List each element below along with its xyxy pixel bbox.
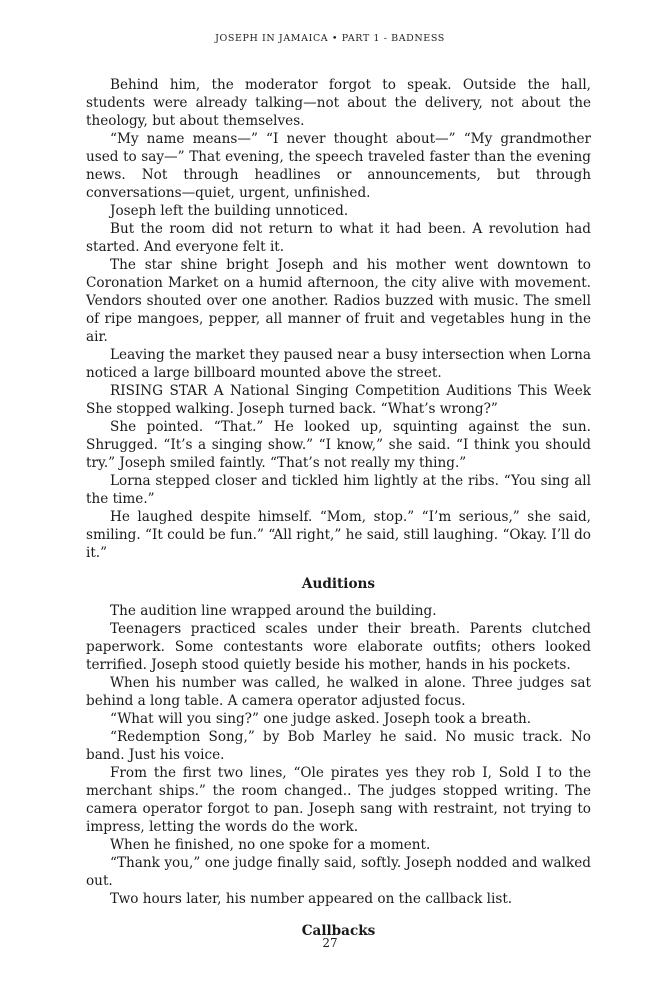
paragraph: Leaving the market they paused near a busy intersection when Lorna noticed a large billboard mounted above the street. [86,347,591,381]
paragraph: From the first two lines, “Ole pirates yes they rob I, Sold I to the merchant ships.” the room changed.. The judges stopped writing. The camera operator forgot to pan. Joseph sang with restraint, not trying to impress, letting the words do the work. [86,765,591,835]
paragraph: When he finished, no one spoke for a moment. [110,837,431,853]
running-head: JOSEPH IN JAMAICA • PART 1 - BADNESS [215,33,445,44]
paragraph: “Redemption Song,” by Bob Marley he said. No music track. No band. Just his voice. [86,729,591,763]
paragraph: Lorna stepped closer and tickled him lightly at the ribs. “You sing all the time.” [86,473,591,507]
paragraph: “My name means—” “I never thought about—” “My grandmother used to say—” That evening, the speech traveled faster than the evening news. Not through headlines or announcements, but through conversations—quiet, urgent, unfinished. [86,131,591,201]
body-text [86,76,591,949]
paragraph: When his number was called, he walked in alone. Three judges sat behind a long table. A camera operator adjusted focus. [86,675,591,709]
paragraph: RISING STAR A National Singing Competition Auditions This Week She stopped walking. Joseph turned back. “What’s wrong?” [86,383,591,417]
paragraph: Teenagers practiced scales under their breath. Parents clutched paperwork. Some contestants wore elaborate outfits; others looked terrified. Joseph stood quietly beside his mother, hands in his pockets. [86,621,591,673]
paragraph: She pointed. “That.” He looked up, squinting against the sun. Shrugged. “It’s a singing show.” “I know,” she said. “I think you should try.” Joseph smiled faintly. “That’s not really my thing.” [86,419,591,471]
paragraph: Two hours later, his number appeared on the callback list. [110,891,513,907]
page-number: 27 [322,936,338,950]
paragraph: But the room did not return to what it had been. A revolution had started. And everyone felt it. [86,221,591,255]
section-heading-callbacks: Callbacks [301,923,376,939]
paragraph: Joseph left the building unnoticed. [110,203,349,219]
paragraph: Behind him, the moderator forgot to speak. Outside the hall, students were already talking—not about the delivery, not about the theology, but about themselves. [86,77,591,129]
paragraph: The audition line wrapped around the building. [110,603,437,619]
paragraph: “Thank you,” one judge finally said, softly. Joseph nodded and walked out. [86,855,591,889]
paragraph: The star shine bright Joseph and his mother went downtown to Coronation Market on a humid afternoon, the city alive with movement. Vendors shouted over one another. Radios buzzed with music. The smell of ripe mangoes, pepper, all manner of fruit and vegetables hung in the air. [86,257,591,345]
paragraph: He laughed despite himself. “Mom, stop.” “I’m serious,” she said, smiling. “It could be fun.” “All right,” he said, still laughing. “Okay. I’ll do it.” [86,509,591,561]
section-heading-auditions: Auditions [301,576,376,592]
paragraph: “What will you sing?” one judge asked. Joseph took a breath. [110,711,532,727]
